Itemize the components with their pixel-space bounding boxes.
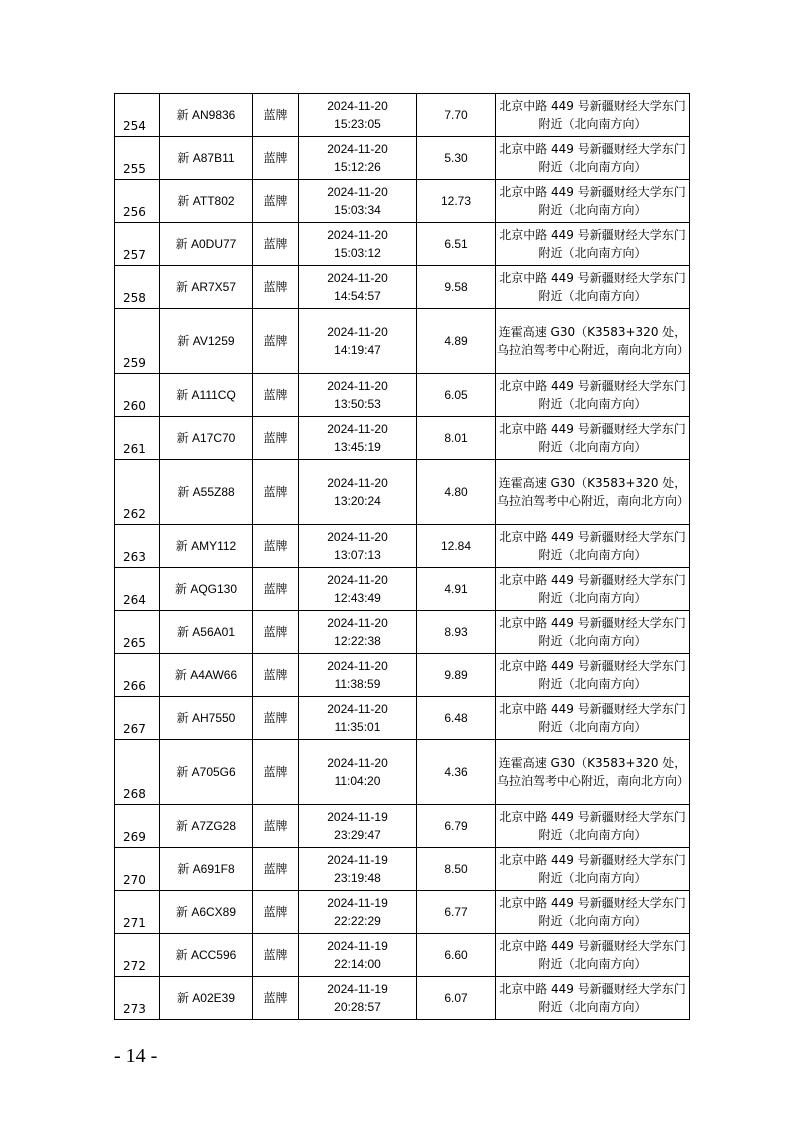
capture-date: 2024-11-19 xyxy=(327,810,388,824)
plate-number: 新 A6CX89 xyxy=(160,891,253,934)
plate-type: 蓝牌 xyxy=(253,180,299,223)
capture-date: 2024-11-19 xyxy=(327,853,388,867)
table-row xyxy=(115,374,690,417)
plate-type: 蓝牌 xyxy=(253,805,299,848)
speed-value: 6.60 xyxy=(417,934,496,977)
capture-datetime xyxy=(299,697,417,740)
capture-date: 2024-11-20 xyxy=(327,185,388,199)
capture-datetime xyxy=(299,977,417,1020)
location-text: 北京中路 449 号新疆财经大学东门附近（北向南方向） xyxy=(496,805,690,848)
plate-number: 新 A17C70 xyxy=(160,417,253,460)
capture-time: 20:28:57 xyxy=(334,1000,381,1014)
location-text: 北京中路 449 号新疆财经大学东门附近（北向南方向） xyxy=(496,94,690,137)
location-text: 北京中路 449 号新疆财经大学东门附近（北向南方向） xyxy=(496,934,690,977)
table-row xyxy=(115,180,690,223)
plate-number: 新 A0DU77 xyxy=(160,223,253,266)
capture-date: 2024-11-20 xyxy=(327,530,388,544)
capture-date: 2024-11-19 xyxy=(327,939,388,953)
row-index: 260 xyxy=(115,374,160,417)
location-text: 连霍高速 G30（K3583+320 处，乌拉泊驾考中心附近，南向北方向） xyxy=(496,460,690,525)
location-text: 北京中路 449 号新疆财经大学东门附近（北向南方向） xyxy=(496,180,690,223)
location-text: 北京中路 449 号新疆财经大学东门附近（北向南方向） xyxy=(496,525,690,568)
capture-time: 13:20:24 xyxy=(334,494,381,508)
plate-number: 新 A4AW66 xyxy=(160,654,253,697)
speed-value: 4.89 xyxy=(417,309,496,374)
row-index: 269 xyxy=(115,805,160,848)
row-index: 266 xyxy=(115,654,160,697)
capture-time: 14:54:57 xyxy=(334,289,381,303)
plate-type: 蓝牌 xyxy=(253,611,299,654)
plate-number: 新 AMY112 xyxy=(160,525,253,568)
location-text: 北京中路 449 号新疆财经大学东门附近（北向南方向） xyxy=(496,654,690,697)
table-row xyxy=(115,460,690,525)
row-index: 271 xyxy=(115,891,160,934)
capture-date: 2024-11-19 xyxy=(327,982,388,996)
capture-time: 23:29:47 xyxy=(334,828,381,842)
row-index: 261 xyxy=(115,417,160,460)
table-row xyxy=(115,611,690,654)
capture-datetime xyxy=(299,94,417,137)
capture-date: 2024-11-20 xyxy=(327,99,388,113)
speed-value: 6.05 xyxy=(417,374,496,417)
capture-date: 2024-11-19 xyxy=(327,896,388,910)
speed-value: 6.77 xyxy=(417,891,496,934)
capture-datetime xyxy=(299,525,417,568)
table-row xyxy=(115,525,690,568)
plate-type: 蓝牌 xyxy=(253,309,299,374)
capture-time: 15:03:12 xyxy=(334,246,381,260)
capture-date: 2024-11-20 xyxy=(327,325,388,339)
capture-datetime xyxy=(299,309,417,374)
table-row xyxy=(115,697,690,740)
plate-type: 蓝牌 xyxy=(253,891,299,934)
plate-type: 蓝牌 xyxy=(253,568,299,611)
capture-date: 2024-11-20 xyxy=(327,702,388,716)
capture-datetime xyxy=(299,180,417,223)
plate-number: 新 AQG130 xyxy=(160,568,253,611)
capture-date: 2024-11-20 xyxy=(327,616,388,630)
capture-time: 13:50:53 xyxy=(334,397,381,411)
table-row xyxy=(115,417,690,460)
plate-number: 新 A87B11 xyxy=(160,137,253,180)
table-row xyxy=(115,223,690,266)
location-text: 北京中路 449 号新疆财经大学东门附近（北向南方向） xyxy=(496,611,690,654)
table-row xyxy=(115,309,690,374)
speed-value: 4.36 xyxy=(417,740,496,805)
capture-date: 2024-11-20 xyxy=(327,573,388,587)
row-index: 259 xyxy=(115,309,160,374)
table-row xyxy=(115,934,690,977)
speed-value: 6.48 xyxy=(417,697,496,740)
capture-time: 13:45:19 xyxy=(334,440,381,454)
capture-date: 2024-11-20 xyxy=(327,422,388,436)
location-text: 北京中路 449 号新疆财经大学东门附近（北向南方向） xyxy=(496,374,690,417)
speed-value: 4.91 xyxy=(417,568,496,611)
plate-type: 蓝牌 xyxy=(253,740,299,805)
location-text: 北京中路 449 号新疆财经大学东门附近（北向南方向） xyxy=(496,891,690,934)
row-index: 268 xyxy=(115,740,160,805)
capture-time: 12:43:49 xyxy=(334,591,381,605)
capture-datetime xyxy=(299,223,417,266)
capture-time: 13:07:13 xyxy=(334,548,381,562)
speed-value: 8.50 xyxy=(417,848,496,891)
capture-datetime xyxy=(299,460,417,525)
plate-number: 新 ACC596 xyxy=(160,934,253,977)
plate-type: 蓝牌 xyxy=(253,848,299,891)
row-index: 263 xyxy=(115,525,160,568)
capture-datetime xyxy=(299,848,417,891)
row-index: 273 xyxy=(115,977,160,1020)
capture-datetime xyxy=(299,805,417,848)
capture-date: 2024-11-20 xyxy=(327,659,388,673)
plate-type: 蓝牌 xyxy=(253,94,299,137)
row-index: 255 xyxy=(115,137,160,180)
capture-datetime xyxy=(299,611,417,654)
plate-type: 蓝牌 xyxy=(253,697,299,740)
row-index: 262 xyxy=(115,460,160,525)
location-text: 北京中路 449 号新疆财经大学东门附近（北向南方向） xyxy=(496,697,690,740)
plate-type: 蓝牌 xyxy=(253,654,299,697)
capture-datetime xyxy=(299,740,417,805)
capture-datetime xyxy=(299,654,417,697)
capture-datetime xyxy=(299,934,417,977)
row-index: 267 xyxy=(115,697,160,740)
capture-datetime xyxy=(299,417,417,460)
row-index: 270 xyxy=(115,848,160,891)
capture-datetime xyxy=(299,266,417,309)
table-row xyxy=(115,805,690,848)
plate-type: 蓝牌 xyxy=(253,374,299,417)
plate-type: 蓝牌 xyxy=(253,223,299,266)
capture-time: 15:03:34 xyxy=(334,203,381,217)
capture-time: 22:14:00 xyxy=(334,957,381,971)
plate-number: 新 A56A01 xyxy=(160,611,253,654)
capture-date: 2024-11-20 xyxy=(327,142,388,156)
location-text: 连霍高速 G30（K3583+320 处，乌拉泊驾考中心附近，南向北方向） xyxy=(496,740,690,805)
capture-datetime xyxy=(299,137,417,180)
table-row xyxy=(115,568,690,611)
capture-date: 2024-11-20 xyxy=(327,379,388,393)
capture-date: 2024-11-20 xyxy=(327,228,388,242)
plate-number: 新 A705G6 xyxy=(160,740,253,805)
table-row xyxy=(115,740,690,805)
row-index: 257 xyxy=(115,223,160,266)
speed-value: 6.07 xyxy=(417,977,496,1020)
row-index: 265 xyxy=(115,611,160,654)
table-row xyxy=(115,266,690,309)
row-index: 258 xyxy=(115,266,160,309)
location-text: 北京中路 449 号新疆财经大学东门附近（北向南方向） xyxy=(496,848,690,891)
capture-datetime xyxy=(299,891,417,934)
plate-type: 蓝牌 xyxy=(253,417,299,460)
location-text: 连霍高速 G30（K3583+320 处，乌拉泊驾考中心附近，南向北方向） xyxy=(496,309,690,374)
location-text: 北京中路 449 号新疆财经大学东门附近（北向南方向） xyxy=(496,266,690,309)
plate-number: 新 A55Z88 xyxy=(160,460,253,525)
speed-value: 9.89 xyxy=(417,654,496,697)
speed-value: 6.79 xyxy=(417,805,496,848)
location-text: 北京中路 449 号新疆财经大学东门附近（北向南方向） xyxy=(496,977,690,1020)
plate-type: 蓝牌 xyxy=(253,934,299,977)
plate-number: 新 AR7X57 xyxy=(160,266,253,309)
capture-time: 11:04:20 xyxy=(334,774,381,788)
capture-time: 11:38:59 xyxy=(334,677,381,691)
capture-date: 2024-11-20 xyxy=(327,756,388,770)
plate-number: 新 A02E39 xyxy=(160,977,253,1020)
capture-time: 12:22:38 xyxy=(334,634,381,648)
violation-records-table xyxy=(114,93,690,1020)
speed-value: 12.73 xyxy=(417,180,496,223)
plate-number: 新 A111CQ xyxy=(160,374,253,417)
table-row xyxy=(115,891,690,934)
capture-time: 22:22:29 xyxy=(334,914,381,928)
speed-value: 9.58 xyxy=(417,266,496,309)
table-row xyxy=(115,977,690,1020)
plate-number: 新 AV1259 xyxy=(160,309,253,374)
capture-time: 15:12:26 xyxy=(334,160,381,174)
capture-datetime xyxy=(299,568,417,611)
capture-time: 14:19:47 xyxy=(334,343,381,357)
capture-time: 15:23:05 xyxy=(334,117,381,131)
table-row xyxy=(115,137,690,180)
location-text: 北京中路 449 号新疆财经大学东门附近（北向南方向） xyxy=(496,223,690,266)
plate-type: 蓝牌 xyxy=(253,977,299,1020)
page-number: - 14 - xyxy=(114,1045,158,1067)
speed-value: 6.51 xyxy=(417,223,496,266)
row-index: 254 xyxy=(115,94,160,137)
table-body xyxy=(115,94,690,1020)
speed-value: 8.93 xyxy=(417,611,496,654)
location-text: 北京中路 449 号新疆财经大学东门附近（北向南方向） xyxy=(496,568,690,611)
plate-type: 蓝牌 xyxy=(253,460,299,525)
row-index: 272 xyxy=(115,934,160,977)
location-text: 北京中路 449 号新疆财经大学东门附近（北向南方向） xyxy=(496,137,690,180)
capture-time: 23:19:48 xyxy=(334,871,381,885)
row-index: 264 xyxy=(115,568,160,611)
plate-type: 蓝牌 xyxy=(253,137,299,180)
plate-number: 新 ATT802 xyxy=(160,180,253,223)
speed-value: 8.01 xyxy=(417,417,496,460)
capture-date: 2024-11-20 xyxy=(327,476,388,490)
speed-value: 5.30 xyxy=(417,137,496,180)
location-text: 北京中路 449 号新疆财经大学东门附近（北向南方向） xyxy=(496,417,690,460)
capture-time: 11:35:01 xyxy=(334,720,381,734)
speed-value: 4.80 xyxy=(417,460,496,525)
speed-value: 12.84 xyxy=(417,525,496,568)
plate-number: 新 A691F8 xyxy=(160,848,253,891)
plate-type: 蓝牌 xyxy=(253,525,299,568)
plate-number: 新 AN9836 xyxy=(160,94,253,137)
plate-type: 蓝牌 xyxy=(253,266,299,309)
table-row xyxy=(115,94,690,137)
row-index: 256 xyxy=(115,180,160,223)
capture-datetime xyxy=(299,374,417,417)
table-row xyxy=(115,848,690,891)
table-row xyxy=(115,654,690,697)
plate-number: 新 A7ZG28 xyxy=(160,805,253,848)
speed-value: 7.70 xyxy=(417,94,496,137)
capture-date: 2024-11-20 xyxy=(327,271,388,285)
plate-number: 新 AH7550 xyxy=(160,697,253,740)
